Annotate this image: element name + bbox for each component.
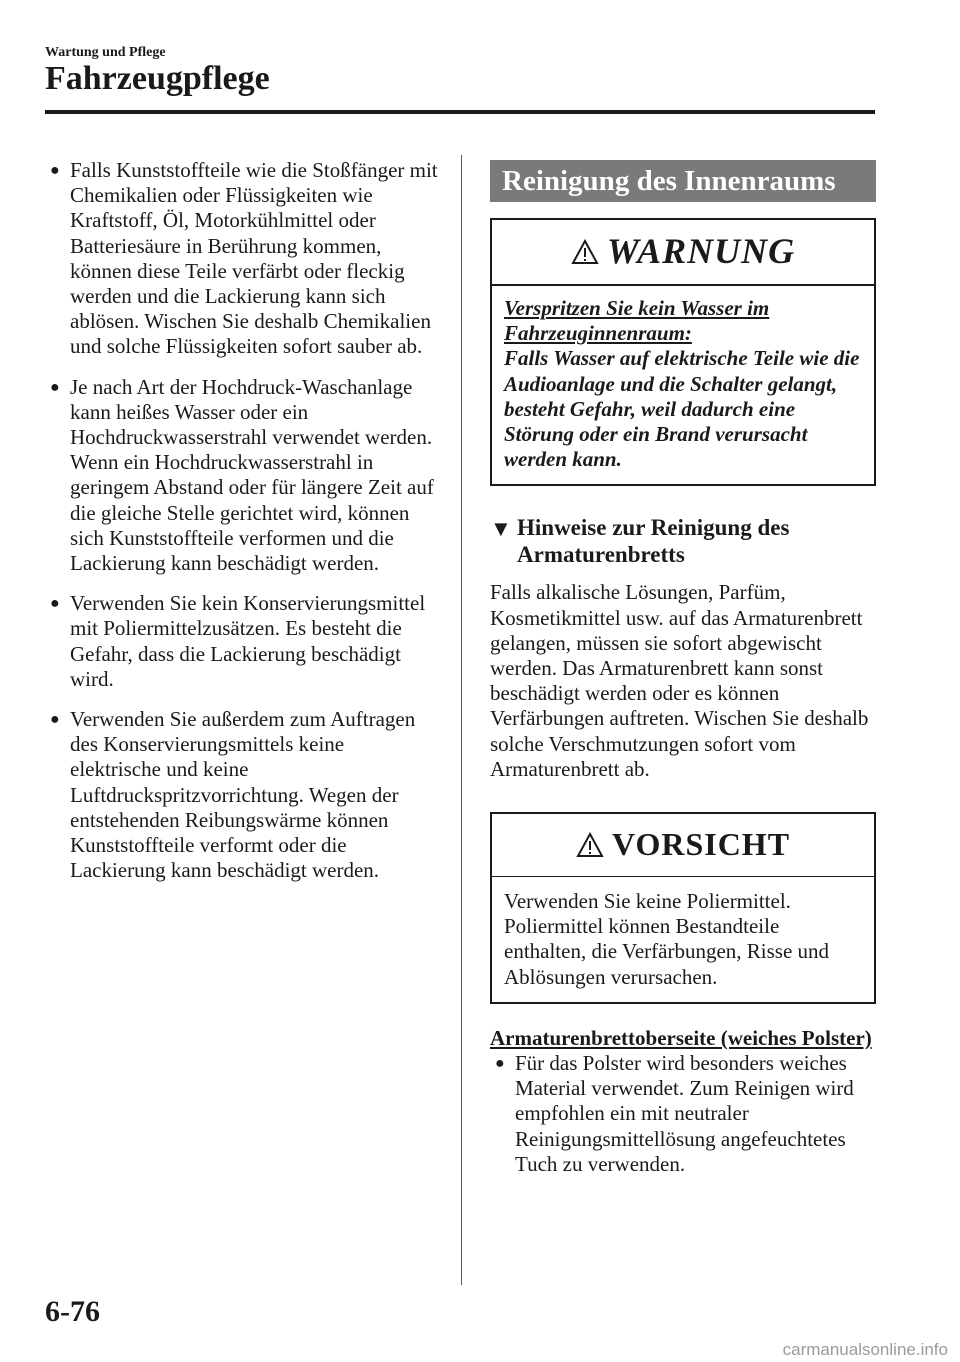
list-item: [45, 591, 440, 692]
bullet-dot-icon: ●: [495, 1055, 505, 1073]
list-item: [45, 375, 440, 577]
underline-heading: Armaturenbrettoberseite (weiches Polster): [490, 1025, 872, 1050]
warning-box: [490, 218, 876, 486]
list-item-text: Verwenden Sie kein Konservierungsmittel mit Poliermittelzusätzen. Es besteht die Gefahr, dass die Lackierung beschädigt wird.: [70, 591, 426, 691]
body-paragraph: Falls alkalische Lösungen, Parfüm, Kosmetikmittel usw. auf das Armaturenbrett gelangen, müssen sie sofort abgewischt werden. Das Armaturenbrett kann sonst beschädigt werden oder es können Verfärbungen auftreten. Wischen Sie deshalb solche Verschmutzungen sofort vom Armaturenbrett ab.: [490, 580, 869, 781]
warning-title: WARNUNG: [606, 231, 796, 272]
header-rule: [45, 110, 875, 114]
list-item: [45, 707, 440, 883]
list-item-text: Falls Kunststoffteile wie die Stoßfänger mit Chemikalien oder Flüssigkeiten wie Kraftstoff, Öl, Motorkühlmittel oder Batteriesäure in Berührung kommen, können diese Teile verfärbt oder fleckig werden und die Lackierung kann sich ablösen. Wischen Sie deshalb Chemikalien und solche Flüssigkeiten sofort sauber ab.: [70, 158, 438, 359]
list-item-text: Für das Polster wird besonders weiches Material verwendet. Zum Reinigen wird empfohlen ein mit neutraler Reinigungsmittellösung angefeuchtetes Tuch zu verwenden.: [515, 1051, 854, 1176]
caution-title: VORSICHT: [611, 826, 791, 863]
page-number: 6-76: [45, 1295, 100, 1328]
bullet-dot-icon: ●: [50, 595, 60, 613]
list-item: [490, 1051, 876, 1177]
sub-heading: [490, 514, 876, 568]
caution-body: Verwenden Sie keine Poliermittel. Poliermittel können Bestandteile enthalten, die Verfärbungen, Risse und Ablösungen verursachen.: [504, 889, 830, 989]
warning-underlined-text: Verspritzen Sie kein Wasser im Fahrzeuginnenraum:: [504, 296, 770, 346]
warning-triangle-icon: [571, 239, 599, 265]
caution-header: [492, 814, 874, 877]
bullet-dot-icon: ●: [50, 162, 60, 179]
warning-header: [492, 220, 874, 286]
page-title: Fahrzeugpflege: [45, 60, 270, 97]
column-divider: [461, 155, 462, 1285]
warning-text: Falls Wasser auf elektrische Teile wie die Audioanlage und die Schalter gelangt, besteht Gefahr, weil dadurch eine Störung oder ein Brand verursacht werden kann.: [504, 346, 860, 472]
list-item: [45, 158, 440, 360]
right-bullet-list: [490, 1051, 876, 1177]
section-banner: Reinigung des Innenraums: [490, 160, 876, 202]
caution-box: [490, 812, 876, 1004]
warning-triangle-icon: [576, 832, 604, 858]
triangle-down-icon: ▼: [490, 516, 512, 542]
left-bullet-list: [45, 158, 440, 883]
list-item-text: Verwenden Sie außerdem zum Auftragen des Konservierungsmittels keine elektrische und keine Luftdruckspritzvorrichtung. Wegen der entstehenden Reibungswärme können Kunststoffteile verformt oder die Lackierung kann beschädigt werden.: [70, 707, 416, 883]
bullet-dot-icon: ●: [50, 711, 60, 729]
left-column: [45, 158, 440, 898]
section-label: Wartung und Pflege: [45, 45, 166, 60]
right-column: [490, 160, 876, 1192]
warning-body: [492, 286, 874, 484]
bullet-dot-icon: ●: [50, 378, 60, 396]
watermark: carmanualsonline.info: [782, 1340, 948, 1359]
sub-heading-text: Hinweise zur Reinigung des Armaturenbretts: [517, 515, 790, 568]
list-item-text: Je nach Art der Hochdruck-Waschanlage kann heißes Wasser oder ein Hochdruckwasserstrahl verwendet werden. Wenn ein Hochdruckwasserstrahl in geringem Abstand oder für längere Zeit auf die gleiche Stelle gerichtet wird, können sich Kunststoffteile verformen und die Lackierung kann beschädigt werden.: [70, 374, 434, 576]
